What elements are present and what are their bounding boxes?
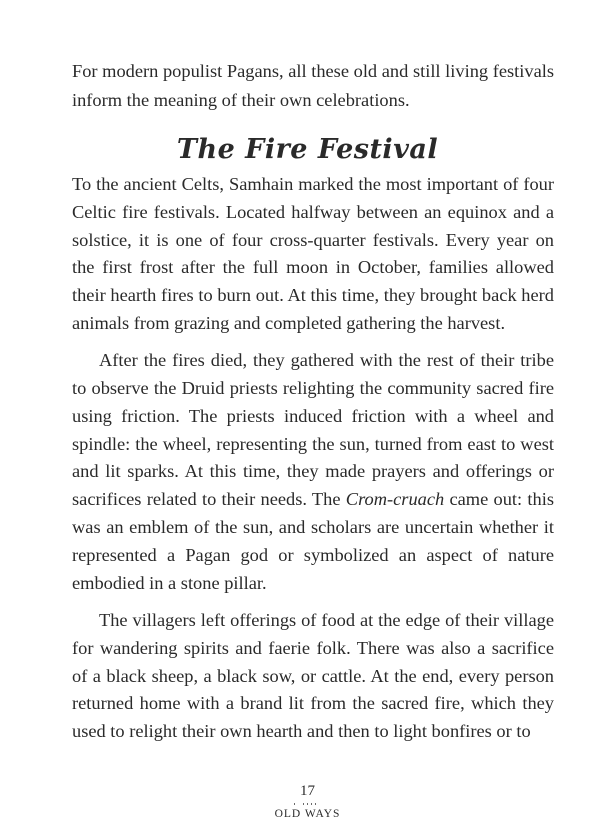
paragraph-2-text-before: After the fires died, they gathered with the rest of their tribe to observe the Druid priests relighting the community sacred fire using friction. The priests induced friction with a wheel and spindle: the wheel, representing the sun, turned from east to west and lit sparks. At this time, they made prayers and offerings or sacrifices related to their needs. The [72, 350, 554, 510]
paragraph-3: The villagers left offerings of food at the edge of their village for wandering spirits and faerie folk. There was also a sacrifice of a black sheep, a black sow, or cattle. At the end, every person returned home with a brand lit from the sacred fire, which they used to relight their own hearth and then to light bonfires or to [72, 609, 554, 742]
italic-term: Crom-cruach [345, 489, 445, 510]
paragraph-2-text-after: came out: this was an emblem of the sun, and scholars are uncertain whether it represented a Pagan god or symbolized an aspect of nature embodied in a stone pillar. [72, 489, 554, 593]
paragraph-1: To the ancient Celts, Samhain marked the most important of four Celtic fire festivals. Located halfway between an equinox and a solstice, it is one of four cross-quarter festivals. Every year on the first frost after the full moon in October, families allowed their hearth fires to burn out. At this time, they brought back herd animals from grazing and completed gathering the harvest. [72, 174, 554, 333]
footer-ornament [294, 802, 322, 806]
running-title: OLD WAYS [274, 808, 341, 820]
paragraph-2 [72, 347, 554, 597]
page-number: 17 [300, 783, 315, 799]
page-footer [0, 783, 615, 821]
intro-paragraph: For modern populist Pagans, all these old and still living festivals inform the meaning of their own celebrations. [72, 61, 554, 110]
section-heading: The Fire Festival [176, 134, 439, 165]
section-body [72, 171, 554, 746]
